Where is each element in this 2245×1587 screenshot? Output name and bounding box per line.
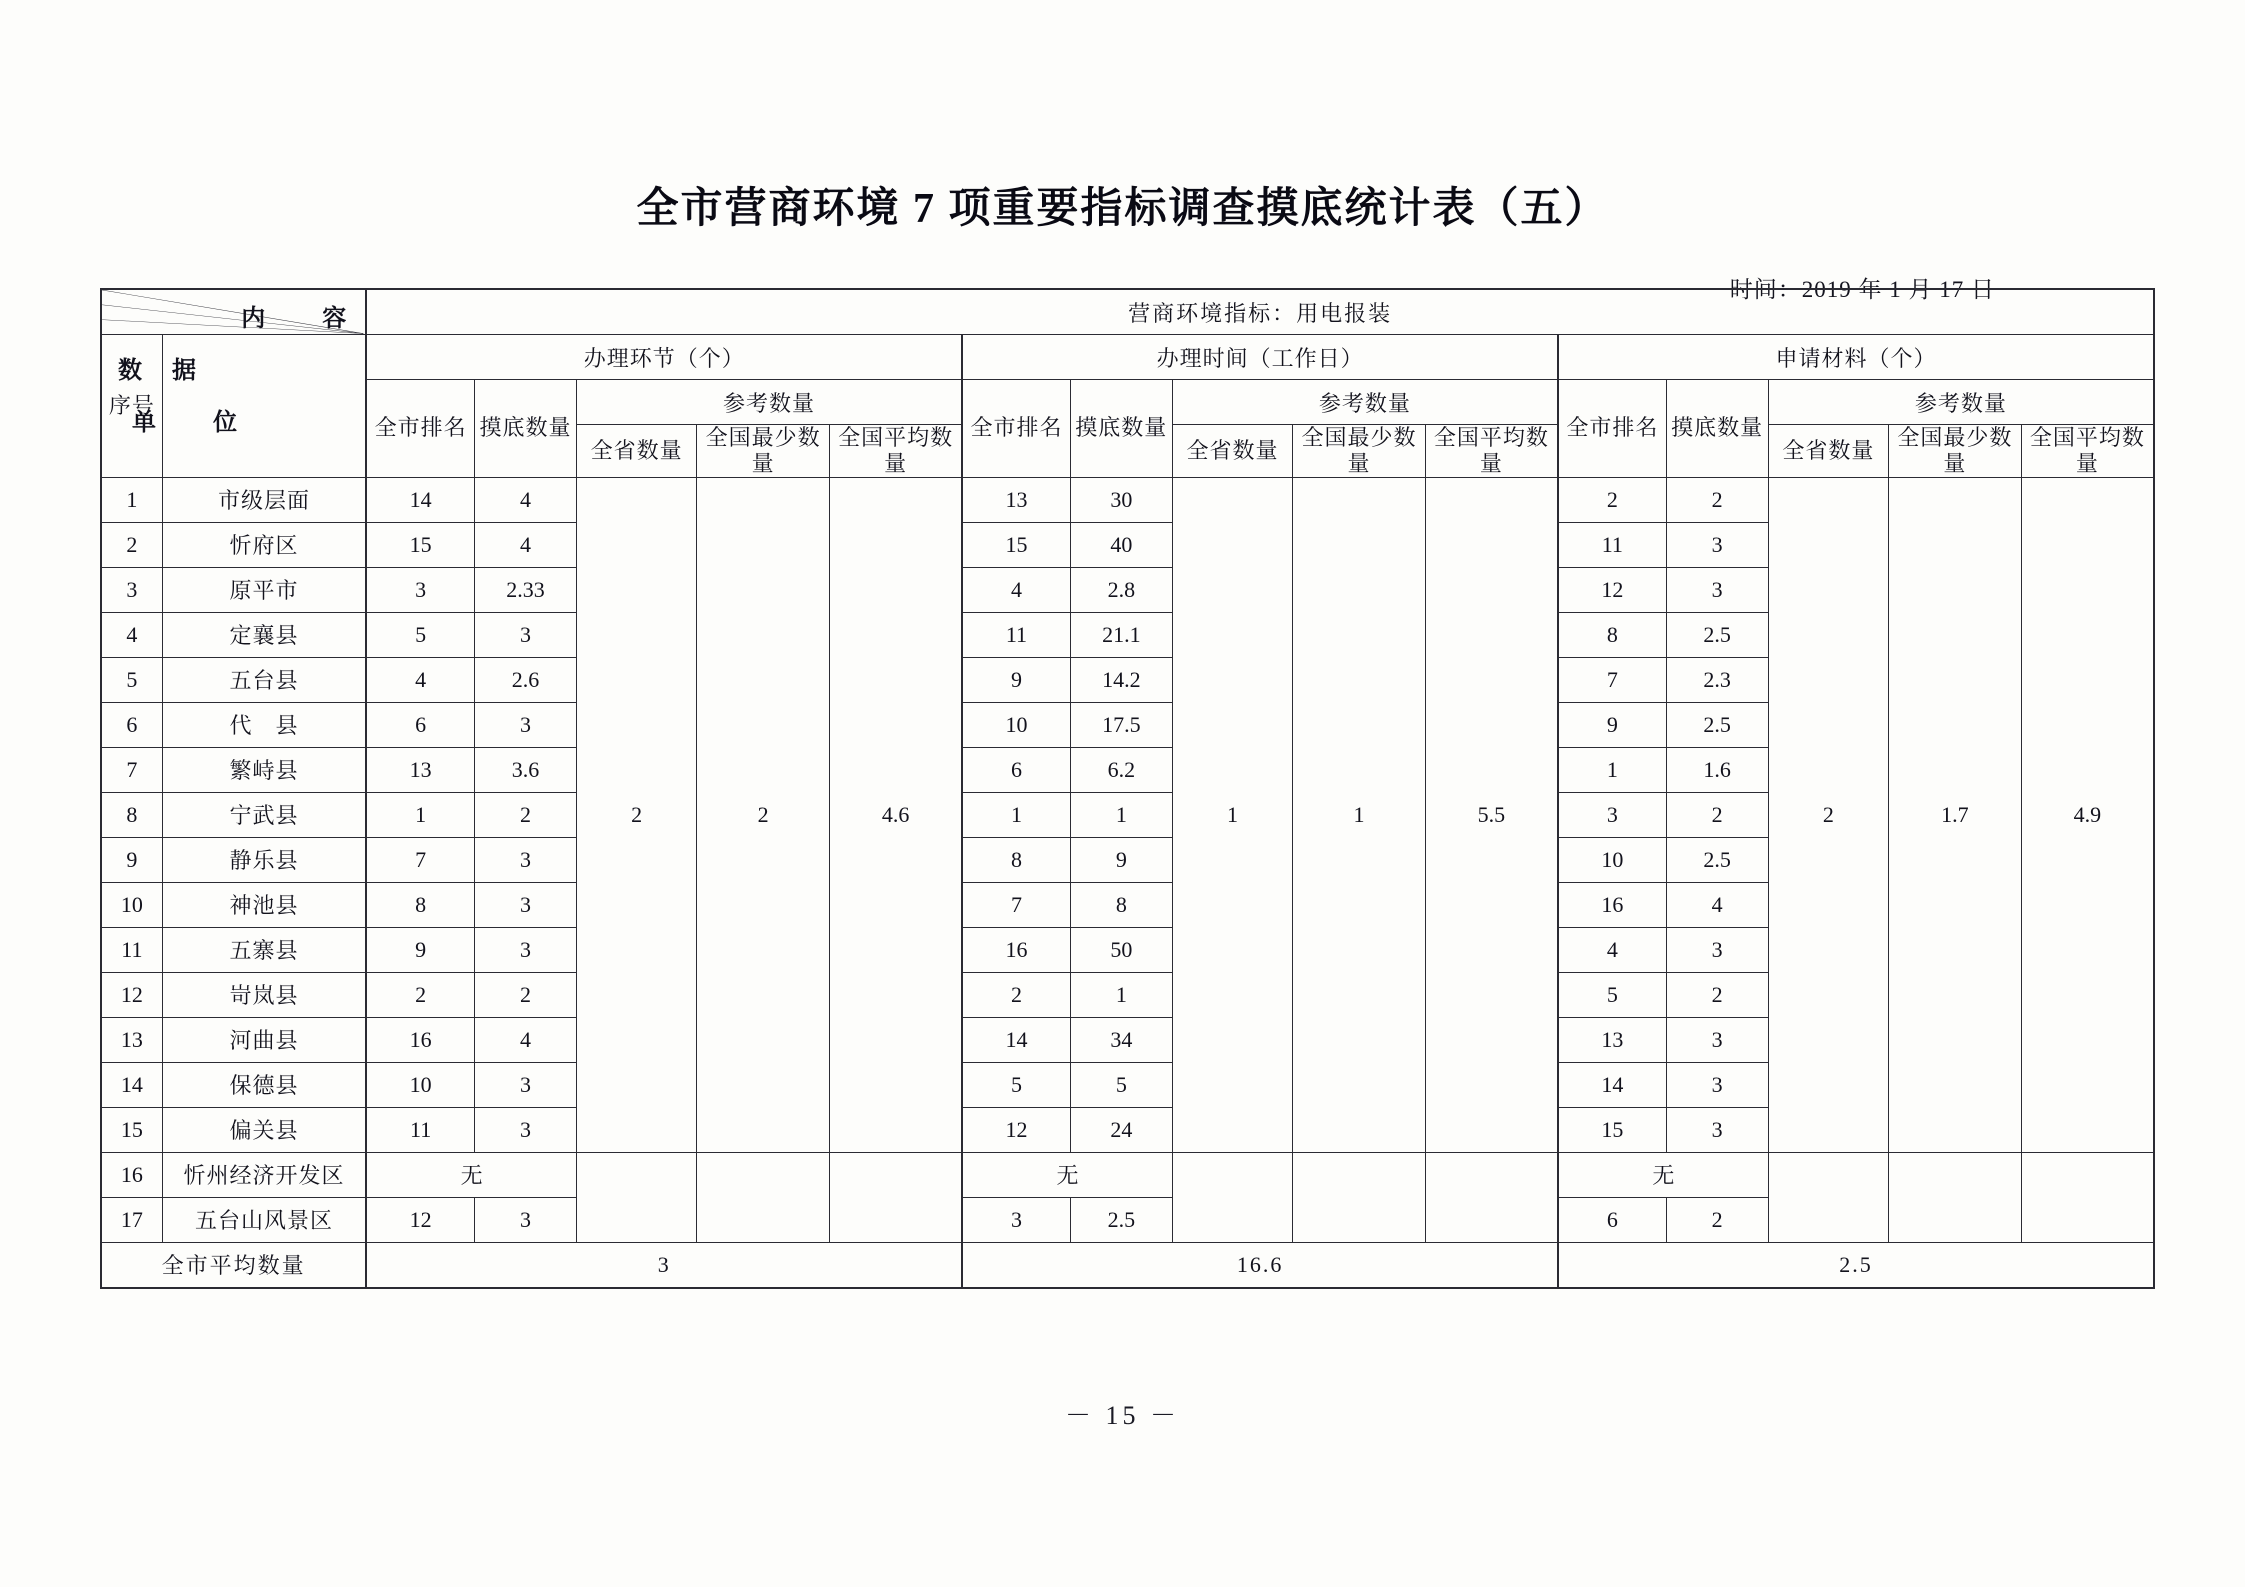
row-g2-value: 34 bbox=[1070, 1017, 1172, 1062]
g2-ref-national-avg-value: 5.5 bbox=[1425, 477, 1558, 1152]
row-g2-rank: 12 bbox=[962, 1107, 1070, 1152]
row-seq: 9 bbox=[101, 837, 162, 882]
row-g1-value: 3.6 bbox=[474, 747, 576, 792]
row-g2-value: 1 bbox=[1070, 972, 1172, 1017]
g3-ref-sub-national-avg: 全国平均数 量 bbox=[2021, 425, 2154, 478]
row-seq: 10 bbox=[101, 882, 162, 927]
row-g1-rank: 1 bbox=[366, 792, 474, 837]
row-seq: 7 bbox=[101, 747, 162, 792]
g3-rank-header: 全市排名 bbox=[1558, 380, 1666, 478]
average-group-3: 2.5 bbox=[1558, 1242, 2154, 1288]
row-g1-rank: 15 bbox=[366, 522, 474, 567]
g1-rank-header: 全市排名 bbox=[366, 380, 474, 478]
row-g2-rank: 3 bbox=[962, 1197, 1070, 1242]
row-g2-value: 24 bbox=[1070, 1107, 1172, 1152]
page-number: － 15 － bbox=[1064, 1401, 1180, 1430]
g3-ref-national-min-tail bbox=[1889, 1152, 2022, 1242]
row-g2-rank: 1 bbox=[962, 792, 1070, 837]
row-unit: 代 县 bbox=[162, 702, 366, 747]
g1-ref-sub-national-avg: 全国平均数 量 bbox=[830, 425, 963, 478]
g1-reference-header: 参考数量 bbox=[576, 380, 962, 425]
row-g3-rank: 9 bbox=[1558, 702, 1666, 747]
row-g1-rank: 14 bbox=[366, 477, 474, 522]
row-seq: 2 bbox=[101, 522, 162, 567]
row-seq: 5 bbox=[101, 657, 162, 702]
row-g1-rank: 13 bbox=[366, 747, 474, 792]
row-seq: 8 bbox=[101, 792, 162, 837]
row-g3-value: 3 bbox=[1666, 1062, 1768, 1107]
row-g3-value: 2.5 bbox=[1666, 837, 1768, 882]
row-g2-value: 21.1 bbox=[1070, 612, 1172, 657]
row-g1-rank: 12 bbox=[366, 1197, 474, 1242]
g2-ref-national-min-value: 1 bbox=[1293, 477, 1426, 1152]
header-row-groups bbox=[101, 335, 2154, 380]
row-g1-value: 3 bbox=[474, 927, 576, 972]
group-header-1: 办理环节（个） bbox=[366, 335, 962, 380]
table-row bbox=[101, 477, 2154, 522]
row-g1-value: 2 bbox=[474, 972, 576, 1017]
row-seq: 3 bbox=[101, 567, 162, 612]
row-g3-value: 4 bbox=[1666, 882, 1768, 927]
row-g3-value: 3 bbox=[1666, 1107, 1768, 1152]
row-g1-value: 3 bbox=[474, 1062, 576, 1107]
g2-ref-province-value: 1 bbox=[1172, 477, 1292, 1152]
row-seq: 14 bbox=[101, 1062, 162, 1107]
row-g1-rank: 7 bbox=[366, 837, 474, 882]
row-g3-rank: 7 bbox=[1558, 657, 1666, 702]
row-g3-none: 无 bbox=[1558, 1152, 1768, 1197]
row-g2-rank: 9 bbox=[962, 657, 1070, 702]
row-g1-value: 3 bbox=[474, 837, 576, 882]
g1-ref-national-min-tail bbox=[697, 1152, 830, 1242]
g1-ref-national-avg-value: 4.6 bbox=[830, 477, 963, 1152]
g1-ref-sub-province: 全省数量 bbox=[576, 425, 696, 478]
row-g1-value: 3 bbox=[474, 612, 576, 657]
row-g1-rank: 10 bbox=[366, 1062, 474, 1107]
g3-ref-province-value: 2 bbox=[1768, 477, 1888, 1152]
row-g1-value: 3 bbox=[474, 1107, 576, 1152]
row-seq: 12 bbox=[101, 972, 162, 1017]
row-unit: 保德县 bbox=[162, 1062, 366, 1107]
row-g1-rank: 2 bbox=[366, 972, 474, 1017]
corner-label-unit: 单 位 bbox=[132, 410, 240, 436]
row-g2-rank: 16 bbox=[962, 927, 1070, 972]
row-seq: 13 bbox=[101, 1017, 162, 1062]
group-header-3: 申请材料（个） bbox=[1558, 335, 2154, 380]
page-title: 全市营商环境 7 项重要指标调查摸底统计表（五） bbox=[636, 186, 1609, 232]
row-g3-value: 3 bbox=[1666, 567, 1768, 612]
g2-survey-header: 摸底数量 bbox=[1070, 380, 1172, 478]
row-seq: 1 bbox=[101, 477, 162, 522]
row-g3-value: 2 bbox=[1666, 972, 1768, 1017]
row-g1-value: 2.33 bbox=[474, 567, 576, 612]
average-group-1: 3 bbox=[366, 1242, 962, 1288]
row-g1-none: 无 bbox=[366, 1152, 576, 1197]
row-unit: 定襄县 bbox=[162, 612, 366, 657]
g1-ref-province-tail bbox=[576, 1152, 696, 1242]
row-unit: 五台县 bbox=[162, 657, 366, 702]
row-g2-rank: 14 bbox=[962, 1017, 1070, 1062]
row-g1-rank: 4 bbox=[366, 657, 474, 702]
row-g2-value: 5 bbox=[1070, 1062, 1172, 1107]
row-g3-value: 2.5 bbox=[1666, 702, 1768, 747]
row-unit: 原平市 bbox=[162, 567, 366, 612]
row-g3-rank: 6 bbox=[1558, 1197, 1666, 1242]
row-g3-rank: 16 bbox=[1558, 882, 1666, 927]
corner-label-content: 内 容 bbox=[241, 306, 350, 332]
g3-ref-national-avg-tail bbox=[2021, 1152, 2154, 1242]
row-g1-value: 2 bbox=[474, 792, 576, 837]
row-seq: 11 bbox=[101, 927, 162, 972]
corner-label-data: 数 据 bbox=[118, 358, 199, 384]
row-seq: 6 bbox=[101, 702, 162, 747]
row-g2-value: 2.8 bbox=[1070, 567, 1172, 612]
g1-ref-national-avg-tail bbox=[830, 1152, 963, 1242]
header-row-indicator bbox=[101, 289, 2154, 335]
g2-ref-province-tail bbox=[1172, 1152, 1292, 1242]
row-unit: 忻府区 bbox=[162, 522, 366, 567]
g3-ref-national-avg-value: 4.9 bbox=[2021, 477, 2154, 1152]
row-g3-value: 2.3 bbox=[1666, 657, 1768, 702]
row-unit: 岢岚县 bbox=[162, 972, 366, 1017]
row-unit: 五寨县 bbox=[162, 927, 366, 972]
row-g1-rank: 16 bbox=[366, 1017, 474, 1062]
row-g2-rank: 5 bbox=[962, 1062, 1070, 1107]
row-g3-value: 3 bbox=[1666, 1017, 1768, 1062]
g2-ref-national-min-tail bbox=[1293, 1152, 1426, 1242]
g3-survey-header: 摸底数量 bbox=[1666, 380, 1768, 478]
row-unit: 静乐县 bbox=[162, 837, 366, 882]
g3-ref-sub-national-min: 全国最少数 量 bbox=[1889, 425, 2022, 478]
row-g3-rank: 8 bbox=[1558, 612, 1666, 657]
row-g2-rank: 8 bbox=[962, 837, 1070, 882]
g2-reference-header: 参考数量 bbox=[1172, 380, 1558, 425]
row-g1-rank: 9 bbox=[366, 927, 474, 972]
row-g1-rank: 11 bbox=[366, 1107, 474, 1152]
row-g3-value: 2 bbox=[1666, 792, 1768, 837]
group-header-2: 办理时间（工作日） bbox=[962, 335, 1558, 380]
row-g2-value: 30 bbox=[1070, 477, 1172, 522]
row-g3-rank: 10 bbox=[1558, 837, 1666, 882]
row-g3-rank: 1 bbox=[1558, 747, 1666, 792]
row-g1-value: 4 bbox=[474, 1017, 576, 1062]
row-g1-rank: 3 bbox=[366, 567, 474, 612]
row-g2-rank: 4 bbox=[962, 567, 1070, 612]
row-g2-value: 50 bbox=[1070, 927, 1172, 972]
row-g3-value: 3 bbox=[1666, 522, 1768, 567]
row-g1-value: 3 bbox=[474, 1197, 576, 1242]
indicator-header: 营商环境指标：用电报装 bbox=[366, 289, 2154, 335]
g1-ref-province-value: 2 bbox=[576, 477, 696, 1152]
row-g2-value: 2.5 bbox=[1070, 1197, 1172, 1242]
g3-ref-national-min-value: 1.7 bbox=[1889, 477, 2022, 1152]
row-g3-rank: 12 bbox=[1558, 567, 1666, 612]
row-unit: 繁峙县 bbox=[162, 747, 366, 792]
row-unit: 河曲县 bbox=[162, 1017, 366, 1062]
g2-ref-sub-province: 全省数量 bbox=[1172, 425, 1292, 478]
row-seq: 4 bbox=[101, 612, 162, 657]
row-g3-value: 2.5 bbox=[1666, 612, 1768, 657]
row-g2-rank: 7 bbox=[962, 882, 1070, 927]
row-g2-none: 无 bbox=[962, 1152, 1172, 1197]
average-row-label: 全市平均数量 bbox=[101, 1242, 366, 1288]
row-unit: 宁武县 bbox=[162, 792, 366, 837]
row-g2-rank: 15 bbox=[962, 522, 1070, 567]
g2-ref-sub-national-min: 全国最少数 量 bbox=[1293, 425, 1426, 478]
row-g3-rank: 14 bbox=[1558, 1062, 1666, 1107]
average-row bbox=[101, 1242, 2154, 1288]
row-g2-value: 14.2 bbox=[1070, 657, 1172, 702]
g3-reference-header: 参考数量 bbox=[1768, 380, 2154, 425]
row-g3-value: 2 bbox=[1666, 1197, 1768, 1242]
row-unit: 偏关县 bbox=[162, 1107, 366, 1152]
row-g3-rank: 2 bbox=[1558, 477, 1666, 522]
g2-rank-header: 全市排名 bbox=[962, 380, 1070, 478]
row-g2-rank: 13 bbox=[962, 477, 1070, 522]
g3-ref-sub-province: 全省数量 bbox=[1768, 425, 1888, 478]
statistics-table-container bbox=[100, 288, 2168, 1289]
row-g2-value: 9 bbox=[1070, 837, 1172, 882]
row-g2-rank: 10 bbox=[962, 702, 1070, 747]
row-g1-rank: 8 bbox=[366, 882, 474, 927]
row-g1-value: 4 bbox=[474, 522, 576, 567]
row-g3-rank: 5 bbox=[1558, 972, 1666, 1017]
row-seq: 17 bbox=[101, 1197, 162, 1242]
row-g2-value: 40 bbox=[1070, 522, 1172, 567]
row-g3-rank: 11 bbox=[1558, 522, 1666, 567]
row-g2-rank: 11 bbox=[962, 612, 1070, 657]
row-unit: 忻州经济开发区 bbox=[162, 1152, 366, 1197]
row-g2-value: 8 bbox=[1070, 882, 1172, 927]
row-g3-value: 3 bbox=[1666, 927, 1768, 972]
row-unit: 五台山风景区 bbox=[162, 1197, 366, 1242]
row-g2-value: 6.2 bbox=[1070, 747, 1172, 792]
row-g3-rank: 15 bbox=[1558, 1107, 1666, 1152]
row-unit: 神池县 bbox=[162, 882, 366, 927]
row-g1-value: 3 bbox=[474, 882, 576, 927]
g2-ref-sub-national-avg: 全国平均数 量 bbox=[1425, 425, 1558, 478]
row-g2-rank: 6 bbox=[962, 747, 1070, 792]
row-g1-rank: 6 bbox=[366, 702, 474, 747]
row-g1-value: 3 bbox=[474, 702, 576, 747]
row-g3-value: 1.6 bbox=[1666, 747, 1768, 792]
g2-ref-national-avg-tail bbox=[1425, 1152, 1558, 1242]
average-group-2: 16.6 bbox=[962, 1242, 1558, 1288]
row-g2-rank: 2 bbox=[962, 972, 1070, 1017]
row-unit: 市级层面 bbox=[162, 477, 366, 522]
row-g1-value: 4 bbox=[474, 477, 576, 522]
g3-ref-province-tail bbox=[1768, 1152, 1888, 1242]
row-g3-value: 2 bbox=[1666, 477, 1768, 522]
g1-ref-sub-national-min: 全国最少数 量 bbox=[697, 425, 830, 478]
row-g2-value: 17.5 bbox=[1070, 702, 1172, 747]
row-g2-value: 1 bbox=[1070, 792, 1172, 837]
statistics-table bbox=[100, 288, 2168, 1289]
header-row-subgroups bbox=[101, 380, 2154, 425]
row-g3-rank: 3 bbox=[1558, 792, 1666, 837]
row-seq: 15 bbox=[101, 1107, 162, 1152]
seq-header: 序号 bbox=[101, 335, 162, 478]
date-label: 时间：2019 年 1 月 17 日 bbox=[1729, 277, 1995, 302]
row-g3-rank: 13 bbox=[1558, 1017, 1666, 1062]
row-g1-value: 2.6 bbox=[474, 657, 576, 702]
row-seq: 16 bbox=[101, 1152, 162, 1197]
row-g3-rank: 4 bbox=[1558, 927, 1666, 972]
row-g1-rank: 5 bbox=[366, 612, 474, 657]
g1-survey-header: 摸底数量 bbox=[474, 380, 576, 478]
table-row bbox=[101, 1152, 2154, 1197]
g1-ref-national-min-value: 2 bbox=[697, 477, 830, 1152]
